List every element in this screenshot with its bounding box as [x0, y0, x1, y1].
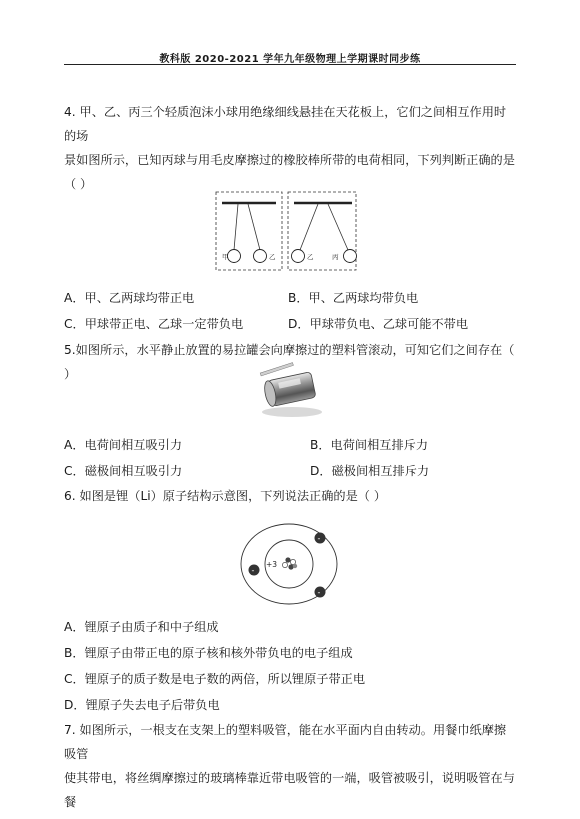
question-4-option-b: B．甲、乙两球均带负电	[288, 291, 419, 305]
figure-right-panel	[288, 192, 357, 270]
question-6-stem: 6. 如图是锂（Li）原子结构示意图，下列说法正确的是（ ）	[64, 489, 387, 503]
ball-yi-left	[254, 250, 267, 263]
question-6-option-c: C．锂原子的质子数是电子数的两倍，所以锂原子带正电	[64, 672, 366, 686]
can-and-tube-figure	[256, 360, 326, 420]
figure-left-panel	[216, 192, 282, 270]
question-4-stem-line-1: 4. 甲、乙、丙三个轻质泡沫小球用绝缘细线悬挂在天花板上，它们之间相互作用时的场	[64, 105, 507, 143]
ball-jia	[228, 250, 241, 263]
question-4-option-a: A．甲、乙两球均带正电	[64, 291, 195, 305]
electron	[315, 587, 326, 598]
header-rule	[64, 64, 516, 65]
ball-yi-right	[292, 250, 305, 263]
question-7-line-1: 7. 如图所示，一根支在支架上的塑料吸管，能在水平面内自由转动。用餐巾纸摩擦吸管	[64, 723, 507, 761]
can-shadow	[262, 407, 322, 417]
svg-text:-: -	[317, 534, 321, 543]
question-5-stem: 5.如图所示，水平静止放置的易拉罐会向摩擦过的塑料管滚动，可知它们之间存在（ ）	[64, 343, 515, 381]
plastic-tube	[260, 363, 293, 376]
label-yi-right: 乙	[307, 253, 314, 261]
question-6-option-a: A．锂原子由质子和中子组成	[64, 620, 219, 634]
question-5-option-c: C．磁极间相互吸引力	[64, 464, 183, 478]
question-5-option-b: B．电荷间相互排斥力	[310, 438, 429, 452]
question-6-option-d: D．锂原子失去电子后带负电	[64, 698, 220, 712]
page-header: 教科版 2020-2021 学年九年级物理上学期课时同步练	[159, 54, 421, 65]
soda-can	[263, 372, 316, 408]
label-yi-left: 乙	[269, 253, 276, 261]
question-4	[64, 100, 516, 196]
ball-bing	[344, 250, 357, 263]
question-7-line-2: 使其带电，将丝绸摩擦过的玻璃棒靠近带电吸管的一端，吸管被吸引，说明吸管在与餐	[64, 771, 515, 809]
svg-text:-: -	[317, 588, 321, 597]
nucleus-charge-label: +3	[266, 560, 278, 569]
label-bing: 丙	[332, 253, 339, 261]
question-4-stem-line-2: 景如图所示，已知丙球与用毛皮摩擦过的橡胶棒所带的电荷相同，下列判断正确的是	[64, 153, 515, 167]
question-4-option-c: C．甲球带正电、乙球一定带负电	[64, 317, 244, 331]
question-4-stem-line-3: （ ）	[64, 177, 93, 191]
label-jia: 甲	[222, 253, 229, 261]
question-5-option-d: D．磁极间相互排斥力	[310, 464, 430, 478]
question-5-option-a: A．电荷间相互吸引力	[64, 438, 183, 452]
lithium-atom-figure	[238, 520, 340, 608]
nucleus	[282, 557, 297, 569]
question-7	[64, 718, 516, 814]
electron	[315, 533, 326, 544]
charged-balls-figure	[214, 190, 358, 272]
svg-text:-: -	[251, 566, 255, 575]
question-4-option-d: D．甲球带负电、乙球可能不带电	[288, 317, 469, 331]
electron	[249, 565, 260, 576]
question-6-option-b: B．锂原子由带正电的原子核和核外带负电的电子组成	[64, 646, 353, 660]
